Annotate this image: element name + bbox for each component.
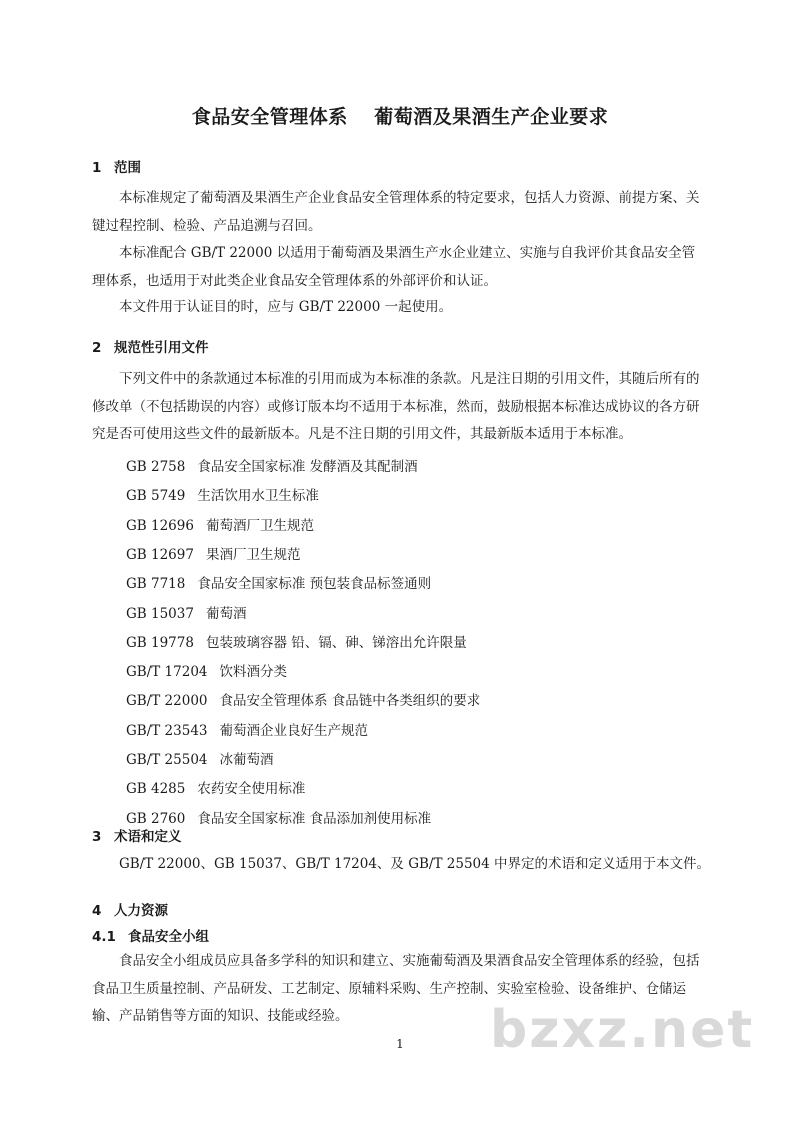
reference-code: GB 12696 — [126, 517, 194, 534]
reference-item — [126, 631, 467, 651]
reference-item — [126, 514, 314, 534]
references-intro: 下列文件中的条款通过本标准的引用而成为本标准的条款。凡是注日期的引用文件，其随后所有的修改单（不包括勘误的内容）或修订版本均不适用于本标准，然而，鼓励根据本标准达成协议的各方研究是否可使用这些文件的最新版本。凡是不注日期的引用文件，其最新版本适用于本标准。 — [92, 371, 700, 442]
section-heading-references — [92, 336, 209, 356]
section-heading-human-resources — [92, 899, 168, 919]
scope-paragraph-1: 本标准规定了葡萄酒及果酒生产企业食品安全管理体系的特定要求，包括人力资源、前提方案、关键过程控制、检验、产品追溯与召回。 — [92, 190, 700, 234]
section-title: 食品安全小组 — [128, 929, 209, 945]
section-number: 1 — [92, 160, 102, 176]
reference-title: 食品安全国家标准 预包装食品标签通则 — [197, 576, 432, 593]
food-safety-team-paragraph: 食品安全小组成员应具备多学科的知识和建立、实施葡萄酒及果酒食品安全管理体系的经验，包括食品卫生质量控制、产品研发、工艺制定、原辅料采购、生产控制、实验室检验、设备维护、仓储运输、产品销售等方面的知识、技能或经验。 — [92, 953, 700, 1024]
reference-title: 葡萄酒 — [205, 605, 247, 622]
section-number: 3 — [92, 829, 102, 845]
reference-code: GB 2760 — [126, 810, 186, 827]
watermark: bzxz.net — [490, 1000, 755, 1060]
section-title: 规范性引用文件 — [114, 340, 209, 356]
section-title: 术语和定义 — [114, 829, 182, 845]
reference-code: GB 19778 — [126, 634, 194, 651]
reference-code: GB 12697 — [126, 546, 194, 563]
section-title: 人力资源 — [114, 903, 168, 919]
reference-item — [126, 807, 431, 827]
reference-item — [126, 719, 368, 739]
reference-code: GB 7718 — [126, 576, 186, 593]
reference-title: 葡萄酒厂卫生规范 — [205, 517, 314, 534]
reference-item — [126, 660, 287, 680]
reference-title: 农药安全使用标准 — [197, 781, 306, 798]
section-number: 4 — [92, 903, 102, 919]
reference-code: GB 5749 — [126, 488, 186, 505]
reference-item — [126, 602, 246, 622]
reference-title: 冰葡萄酒 — [219, 752, 274, 768]
reference-title: 生活饮用水卫生标准 — [197, 488, 319, 505]
scope-paragraph-2: 本标准配合 GB/T 22000 以适用于葡萄酒及果酒生产水企业建立、实施与自我评价其食品安全管理体系，也适用于对此类企业食品安全管理体系的外部评价和认证。 — [92, 245, 696, 289]
section-title: 范围 — [114, 160, 141, 176]
reference-code: GB/T 23543 — [126, 722, 208, 739]
reference-code: GB 15037 — [126, 605, 194, 622]
document-title: 食品安全管理体系 葡萄酒及果酒生产企业要求 — [191, 106, 609, 128]
reference-title: 食品安全管理体系 食品链中各类组织的要求 — [219, 693, 481, 710]
reference-title: 果酒厂卫生规范 — [205, 546, 301, 563]
section-number: 2 — [92, 340, 102, 356]
reference-item — [126, 543, 300, 563]
section-heading-terms — [92, 825, 182, 845]
reference-item — [126, 484, 319, 504]
reference-code: GB 4285 — [126, 781, 186, 798]
reference-title: 葡萄酒企业良好生产规范 — [219, 722, 368, 739]
reference-title: 饮料酒分类 — [219, 664, 287, 681]
subsection-heading-food-safety-team — [92, 925, 209, 945]
reference-item — [126, 689, 480, 709]
reference-item — [126, 572, 431, 592]
terms-paragraph: GB/T 22000、GB 15037、GB/T 17204、及 GB/T 25504 中界定的术语和定义适用于本文件。 — [119, 856, 711, 872]
reference-code: GB/T 22000 — [126, 693, 208, 710]
scope-paragraph-3: 本文件用于认证目的时，应与 GB/T 22000 一起使用。 — [119, 299, 453, 315]
reference-item — [126, 455, 418, 475]
reference-title: 包装玻璃容器 铅、镉、砷、锑溶出允许限量 — [205, 634, 467, 651]
reference-code: GB/T 25504 — [126, 752, 208, 768]
reference-item — [126, 777, 305, 797]
reference-code: GB 2758 — [126, 459, 186, 475]
reference-item — [126, 748, 274, 768]
reference-title: 食品安全国家标准 发酵酒及其配制酒 — [197, 459, 418, 475]
page-number: 1 — [396, 1037, 404, 1051]
section-heading-scope — [92, 156, 141, 176]
reference-code: GB/T 17204 — [126, 664, 208, 681]
reference-title: 食品安全国家标准 食品添加剂使用标准 — [197, 810, 432, 827]
section-number: 4.1 — [92, 929, 116, 945]
